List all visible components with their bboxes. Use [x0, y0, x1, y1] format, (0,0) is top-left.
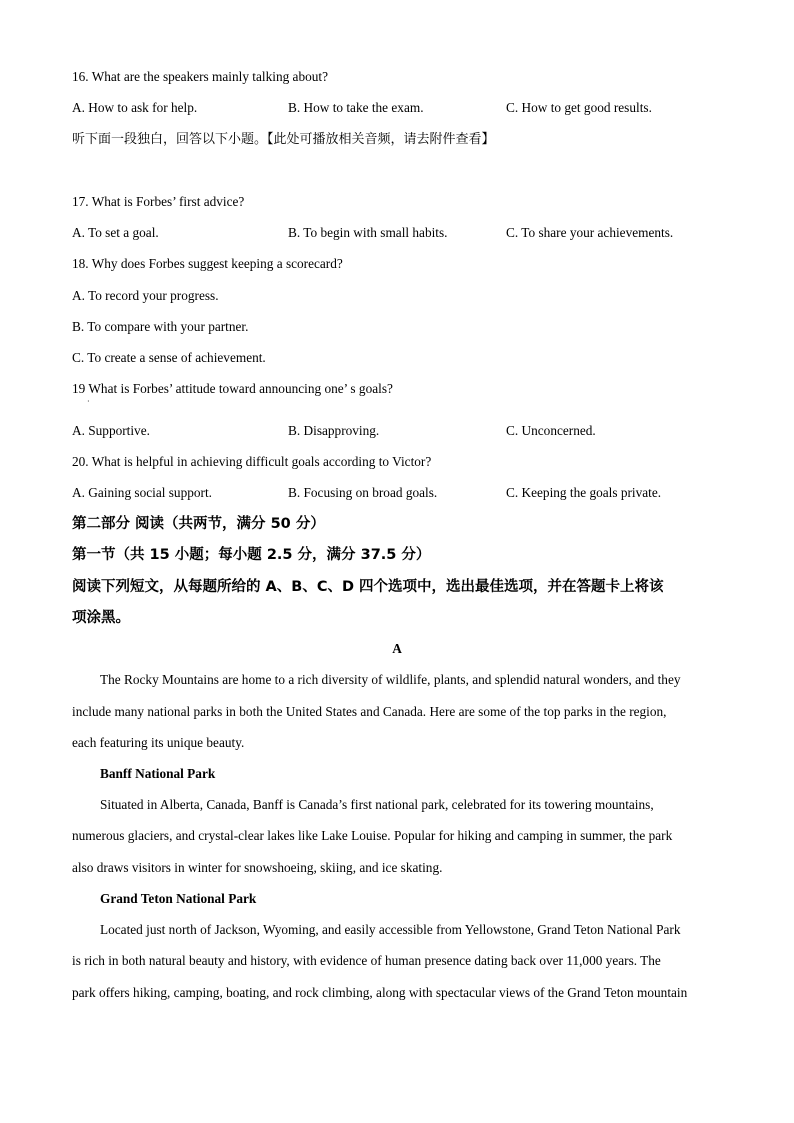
part2-heading: 第二部分 阅读（共两节，满分 50 分）: [72, 516, 325, 532]
teton-title: Grand Teton National Park: [100, 891, 257, 906]
passage-intro-line3: each featuring its unique beauty.: [72, 735, 245, 750]
q17-option-c: C. To share your achievements.: [506, 225, 674, 240]
q19-stray-dot: ·: [87, 397, 90, 406]
q16-option-a: A. How to ask for help.: [72, 100, 198, 115]
q19-stem: 19 What is Forbes’ attitude toward announcing one’ s goals?: [72, 381, 393, 396]
banff-line3: also draws visitors in winter for snowshoeing, skiing, and ice skating.: [72, 860, 443, 875]
teton-line3: park offers hiking, camping, boating, and rock climbing, along with spectacular views of the Grand Teton mountain: [72, 985, 688, 1000]
q18-option-c: C. To create a sense of achievement.: [72, 350, 266, 365]
q19-option-a: A. Supportive.: [72, 423, 150, 438]
teton-line2: is rich in both natural beauty and history, with evidence of human presence dating back over 11,000 years. The: [72, 953, 661, 968]
reading-instruction-line1: 阅读下列短文，从每题所给的 A、B、C、D 四个选项中，选出最佳选项，并在答题卡上将该: [72, 579, 664, 595]
q17-stem: 17. What is Forbes’ first advice?: [72, 194, 245, 209]
banff-title: Banff National Park: [100, 766, 216, 781]
q17-option-a: A. To set a goal.: [72, 225, 159, 240]
q19-option-c: C. Unconcerned.: [506, 423, 596, 438]
q20-option-b: B. Focusing on broad goals.: [288, 485, 438, 500]
q16-option-c: C. How to get good results.: [506, 100, 652, 115]
banff-line1: Situated in Alberta, Canada, Banff is Canada’s first national park, celebrated for its towering mountains,: [100, 797, 654, 812]
passage-label: A: [392, 641, 402, 656]
passage-intro-line2: include many national parks in both the United States and Canada. Here are some of the top parks in the region,: [72, 704, 667, 719]
reading-instruction-line2: 项涂黑。: [72, 610, 130, 626]
q18-option-b: B. To compare with your partner.: [72, 319, 249, 334]
section1-heading: 第一节（共 15 小题；每小题 2.5 分，满分 37.5 分）: [72, 547, 431, 563]
q16-option-b: B. How to take the exam.: [288, 100, 424, 115]
passage-intro-line1: The Rocky Mountains are home to a rich diversity of wildlife, plants, and splendid natural wonders, and they: [100, 672, 681, 687]
q20-option-a: A. Gaining social support.: [72, 485, 212, 500]
q16-stem: 16. What are the speakers mainly talking about?: [72, 69, 329, 84]
q17-option-b: B. To begin with small habits.: [288, 225, 448, 240]
teton-line1: Located just north of Jackson, Wyoming, and easily accessible from Yellowstone, Grand Teton National Park: [100, 922, 681, 937]
q19-option-b: B. Disapproving.: [288, 423, 380, 438]
banff-line2: numerous glaciers, and crystal-clear lakes like Lake Louise. Popular for hiking and camping in summer, the park: [72, 828, 673, 843]
q18-stem: 18. Why does Forbes suggest keeping a scorecard?: [72, 256, 343, 271]
q18-option-a: A. To record your progress.: [72, 288, 219, 303]
listening-instruction: 听下面一段独白，回答以下小题。【此处可播放相关音频，请去附件查看】: [72, 132, 495, 147]
q20-option-c: C. Keeping the goals private.: [506, 485, 662, 500]
q20-stem: 20. What is helpful in achieving difficult goals according to Victor?: [72, 454, 432, 469]
